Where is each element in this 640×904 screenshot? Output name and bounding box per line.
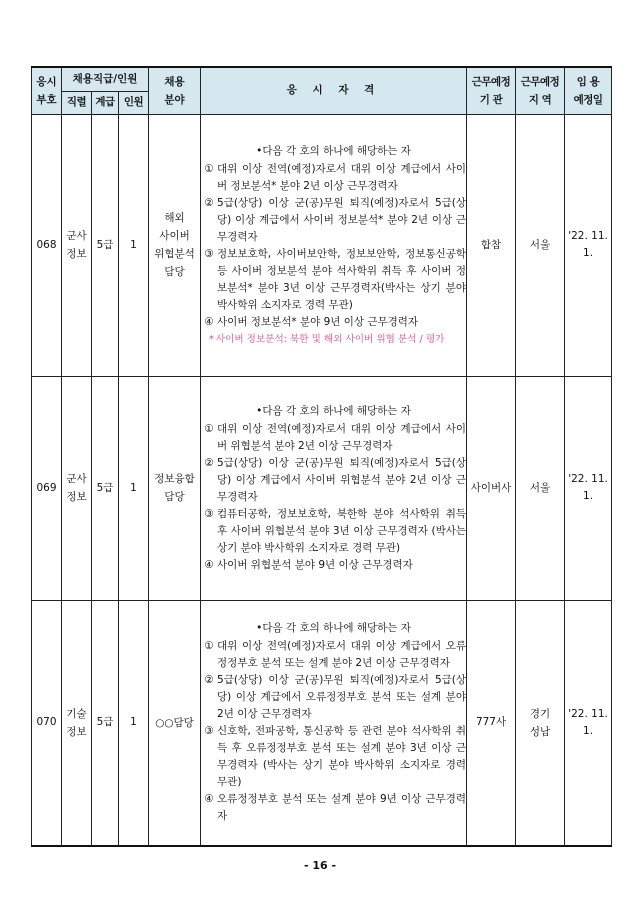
header-appointment-date: 임 용 예정일 xyxy=(565,67,612,114)
headcount: 1 xyxy=(119,376,149,600)
exam-code: 070 xyxy=(32,600,62,846)
header-exam-number: 응시 부호 xyxy=(32,67,62,114)
list-item: ④ 오류정정부호 분석 또는 설계 분야 9년 이상 근무경력자 xyxy=(204,793,467,823)
grade: 5급 xyxy=(92,114,119,376)
qualification-lead: •다음 각 호의 하나에 해당하는 자 xyxy=(256,404,411,417)
work-org: 사이버사 xyxy=(467,376,516,600)
work-org: 777사 xyxy=(467,600,516,846)
appointment-date: '22. 11. 1. xyxy=(565,376,612,600)
list-item: ① 대위 이상 전역(예정)자로서 대위 이상 계급에서 사이버 정보분석* 분야 2년 이상 근무경력자 xyxy=(204,162,467,192)
headcount: 1 xyxy=(119,114,149,376)
list-item: ② 5급(상당) 이상 군(공)무원 퇴직(예정)자로서 5급(상당) 이상 계급에서 오류정정부호 분석 또는 설계 분야 2년 이상 근무경력자 xyxy=(204,674,467,721)
header-qualification: 응 시 자 격 xyxy=(201,67,467,114)
list-item: ① 대위 이상 전역(예정)자로서 대위 이상 계급에서 사이버 위협분석 분야 2년 이상 근무경력자 xyxy=(204,422,467,452)
grade: 5급 xyxy=(92,376,119,600)
exam-code: 069 xyxy=(32,376,62,600)
list-item: ④ 사이버 위협분석 분야 9년 이상 근무경력자 xyxy=(204,558,413,571)
header-field: 채용 분야 xyxy=(149,67,201,114)
work-region: 서울 xyxy=(516,114,565,376)
table-row xyxy=(32,376,612,600)
list-item: ② 5급(상당) 이상 군(공)무원 퇴직(예정)자로서 5급(상당) 이상 계급에서 사이버 정보분석* 분야 2년 이상 근무경력자 xyxy=(204,196,467,243)
list-item: ③ 신호학, 전파공학, 통신공학 등 관련 분야 석사학위 취득 후 오류정정부호 분석 또는 설계 분야 3년 이상 근무경력자 (박사는 상기 분야 박사학위 소지자로 경력 무관) xyxy=(204,725,467,789)
recruit-field: ○○담당 xyxy=(149,600,201,846)
grade: 5급 xyxy=(92,600,119,846)
header-headcount: 인원 xyxy=(119,91,149,114)
header-job-series: 직렬 xyxy=(62,91,92,114)
qualification-cell xyxy=(201,376,467,600)
work-region: 서울 xyxy=(516,376,565,600)
work-org: 합참 xyxy=(467,114,516,376)
list-item: ④ 사이버 정보분석* 분야 9년 이상 근무경력자 xyxy=(204,315,419,328)
list-item: ③ 컴퓨터공학, 정보보호학, 북한학 분야 석사학위 취득 후 사이버 위협분석 분야 3년 이상 근무경력자 (박사는 상기 분야 박사학위 소지자로 경력 무관) xyxy=(204,507,467,554)
qualification-cell xyxy=(201,114,467,376)
list-item: ③ 정보보호학, 사이버보안학, 정보보안학, 정보통신공학 등 사이버 정보분석 분야 석사학위 취득 후 사이버 정보분석* 분야 3년 이상 근무경력자(박사는 상기 분야 박사학위 소지자로 경력 무관) xyxy=(204,247,467,311)
job-series: 군사 정보 xyxy=(62,376,92,600)
job-series: 군사 정보 xyxy=(62,114,92,376)
headcount: 1 xyxy=(119,600,149,846)
header-position-group: 채용직급/인원 xyxy=(62,67,149,91)
exam-code: 068 xyxy=(32,114,62,376)
qualification-lead: •다음 각 호의 하나에 해당하는 자 xyxy=(256,144,411,157)
header-work-region: 근무예정 지 역 xyxy=(516,67,565,114)
header-work-org: 근무예정 기 관 xyxy=(467,67,516,114)
footnote: * 사이버 정보분석: 북한 및 해외 사이버 위협 분석 / 평가 xyxy=(209,333,445,345)
recruit-field: 정보융합 담당 xyxy=(149,376,201,600)
table-row xyxy=(32,114,612,376)
header-grade: 계급 xyxy=(92,91,119,114)
work-region: 경기 성남 xyxy=(516,600,565,846)
appointment-date: '22. 11. 1. xyxy=(565,600,612,846)
recruitment-table xyxy=(31,66,612,847)
list-item: ② 5급(상당) 이상 군(공)무원 퇴직(예정)자로서 5급(상당) 이상 계급에서 사이버 위협분석 분야 2년 이상 근무경력자 xyxy=(204,456,467,503)
job-series: 기술 정보 xyxy=(62,600,92,846)
appointment-date: '22. 11. 1. xyxy=(565,114,612,376)
page-number: - 16 - xyxy=(303,859,337,872)
qualification-lead: •다음 각 호의 하나에 해당하는 자 xyxy=(256,622,411,635)
list-item: ① 대위 이상 전역(예정)자로서 대위 이상 계급에서 오류정정부호 분석 또는 설계 분야 2년 이상 근무경력자 xyxy=(204,640,467,670)
table-row xyxy=(32,600,612,846)
qualification-cell xyxy=(201,600,467,846)
recruit-field: 해외 사이버 위협분석 담당 xyxy=(149,114,201,376)
